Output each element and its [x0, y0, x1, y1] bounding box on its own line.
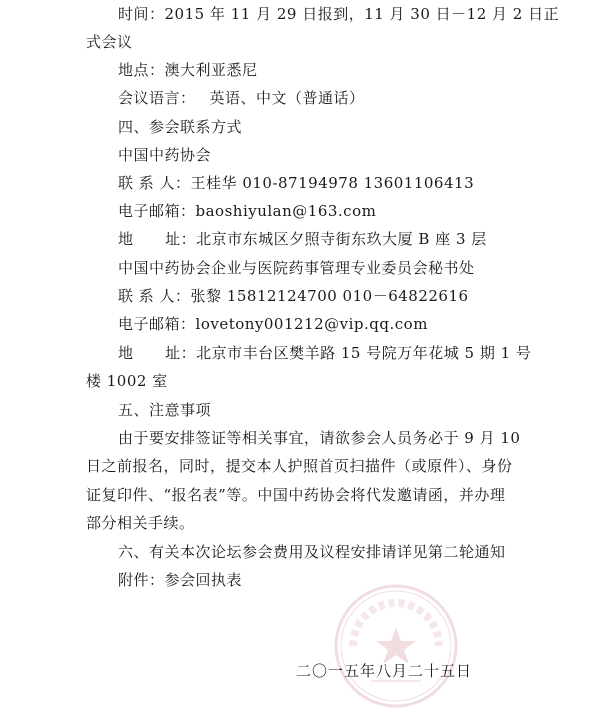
- contact-1-value: 王桂华 010-87194978 13601106413: [190, 174, 475, 192]
- email-2-label: 电子邮箱：: [118, 315, 196, 333]
- language-label: 会议语言：: [118, 89, 196, 107]
- meeting-time-line: 时间：2015 年 11 月 29 日报到，11 月 30 日－12 月 2 日正: [118, 5, 560, 23]
- org-name-1: 中国中药协会: [118, 146, 212, 164]
- org-name-2: 中国中药协会企业与医院药事管理专业委员会秘书处: [118, 259, 475, 277]
- address-2-label: 地 址：: [118, 344, 197, 362]
- section-5-heading: 五、注意事项: [118, 401, 212, 419]
- notice-line-2: 日之前报名，同时，提交本人护照首页扫描件（或原件）、身份: [86, 457, 513, 475]
- address-1-value: 北京市东城区夕照寺街东玖大厦 B 座 3 层: [196, 230, 487, 248]
- attachment-line: 附件：参会回执表: [118, 571, 243, 589]
- address-2-value: 北京市丰台区樊羊路 15 号院万年花城 5 期 1 号: [196, 344, 532, 362]
- language-value: 英语、中文（普通话）: [209, 89, 365, 107]
- contact-1-label: 联 系 人：: [118, 174, 191, 192]
- address-2: [118, 343, 531, 363]
- email-2-value: lovetony001212@vip.qq.com: [195, 315, 428, 333]
- official-seal-icon: [333, 583, 459, 709]
- document-date: 二〇一五年八月二十五日: [296, 662, 473, 680]
- contact-1: [118, 173, 474, 193]
- email-1-label: 电子邮箱：: [118, 202, 196, 220]
- email-1: [118, 201, 376, 221]
- address-1-label: 地 址：: [118, 230, 197, 248]
- address-1: [118, 229, 487, 249]
- contact-2-value: 张黎 15812124700 010－64822616: [190, 287, 469, 305]
- section-6-line: 六、有关本次论坛参会费用及议程安排请详见第二轮通知: [118, 543, 506, 561]
- section-4-heading: 四、参会联系方式: [118, 118, 243, 136]
- address-2-cont: 楼 1002 室: [86, 372, 168, 390]
- notice-line-3: 证复印件、“报名表”等。中国中药协会将代发邀请函，并办理: [86, 486, 506, 504]
- notice-line-4: 部分相关手续。: [86, 514, 195, 532]
- contact-2: [118, 286, 469, 306]
- email-2: [118, 314, 428, 334]
- meeting-language: [118, 88, 365, 108]
- meeting-location: 地点：澳大利亚悉尼: [118, 61, 258, 79]
- contact-2-label: 联 系 人：: [118, 287, 191, 305]
- meeting-time-line-cont: 式会议: [86, 33, 133, 51]
- email-1-value: baoshiyulan@163.com: [195, 202, 377, 220]
- notice-line-1: 由于要安排签证等相关事宜，请欲参会人员务必于 9 月 10: [118, 429, 521, 447]
